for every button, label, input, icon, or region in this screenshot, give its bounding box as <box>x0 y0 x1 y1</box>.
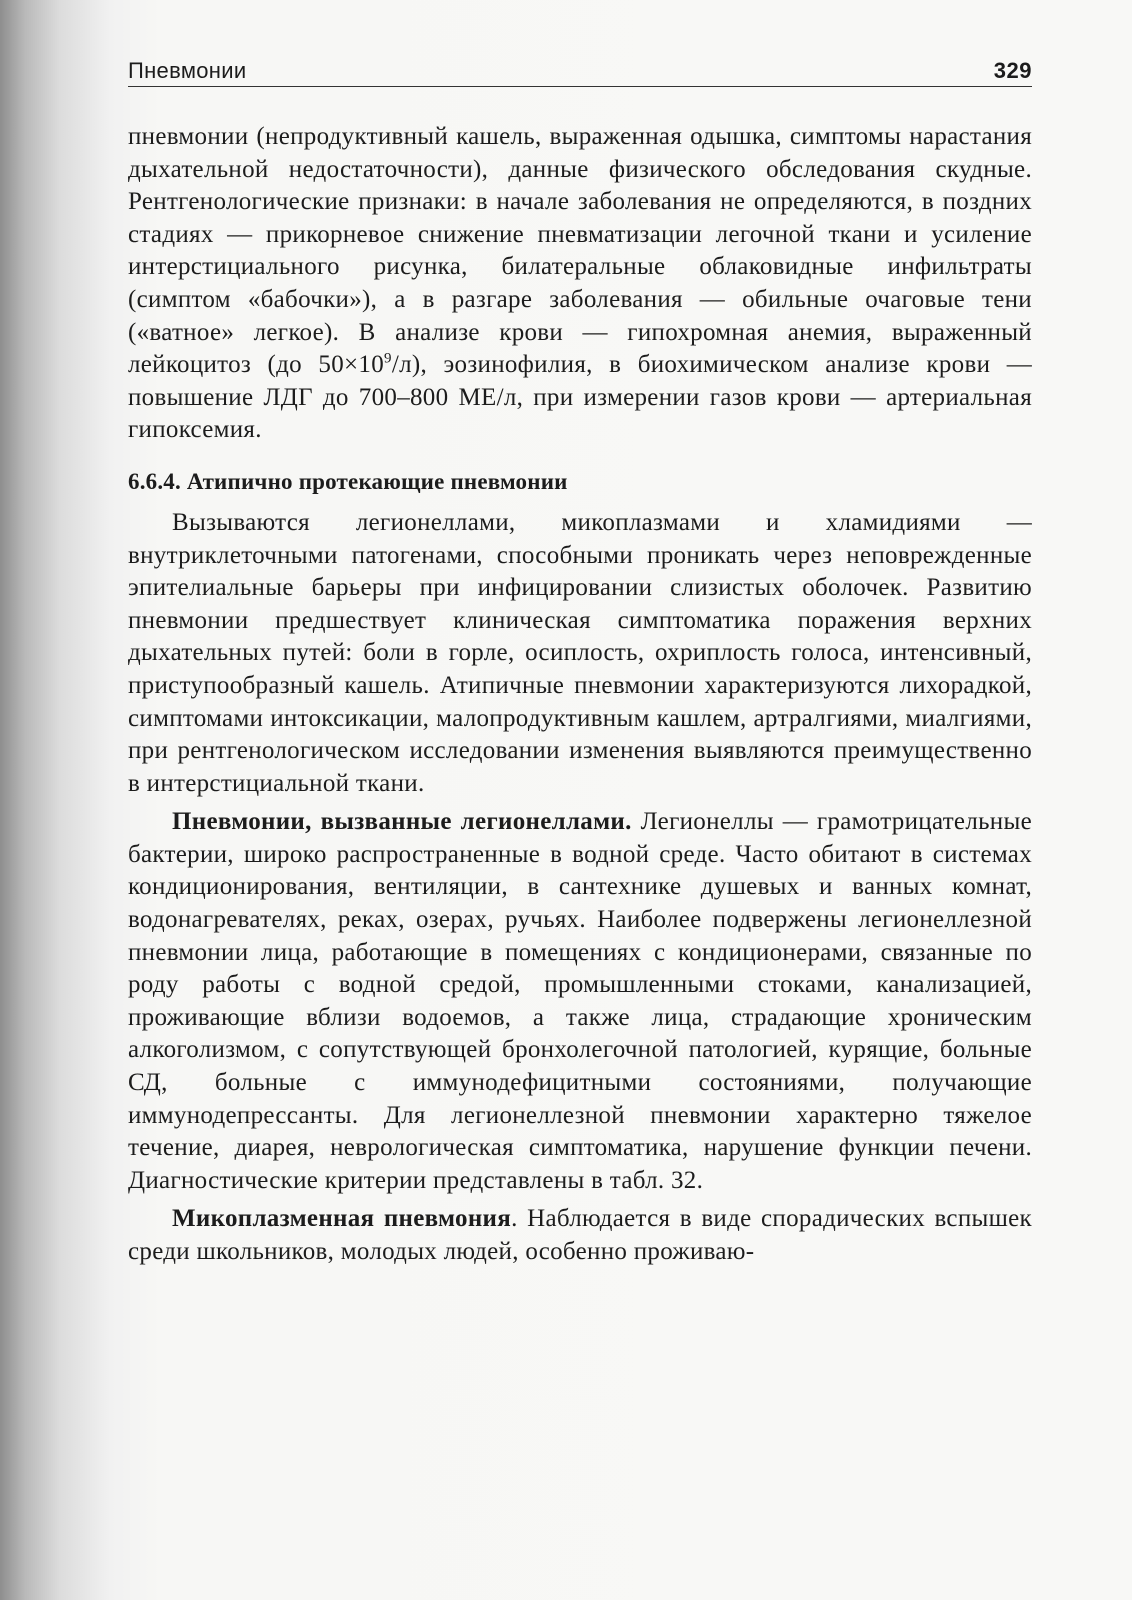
book-page <box>128 58 1032 1269</box>
paragraph-legionella <box>128 806 1032 1197</box>
paragraph-text: Легионеллы — грамотрицательные бактерии, широко распространенные в водной среде. Часто обитают в системах кондиционирования, вентиляции, в сантехнике душевых и ванных комнат, водонагревателях, реках, озерах, ручьях. Наиболее подвержены легионеллезной пневмонии лица, работающие в помещениях с кондиционерами, связанные по роду работы с водной средой, промышленными стоками, канализацией, проживающие вблизи водоемов, а также лица, страдающие хроническим алкоголизмом, с сопутствующей бронхолегочной патологией, курящие, больные СД, больные с иммунодефицитными состояниями, получающие иммунодепрессанты. Для легионеллезной пневмонии характерно тяжелое течение, диарея, неврологическая симптоматика, нарушение функции печени. Диагностические критерии представлены в табл. 32. <box>128 808 1032 1194</box>
section-heading: 6.6.4. Атипично протекающие пневмонии <box>128 468 568 494</box>
run-in-heading: Микоплазменная пневмония <box>172 1205 512 1233</box>
running-header <box>128 58 1032 87</box>
run-in-heading: Пневмонии, вызванные легионеллами. <box>172 808 632 836</box>
paragraph-text: /л), эозинофилия, в биохимическом анализе крови — повышение ЛДГ до 700–800 МЕ/л, при измерении газов крови — артериальная гипоксемия. <box>128 351 1033 444</box>
paragraph-continued <box>128 121 1032 447</box>
page-number: 329 <box>993 58 1032 83</box>
running-title: Пневмонии <box>128 58 247 83</box>
paragraph-atypical-intro: Вызываются легионеллами, микоплазмами и хламидиями — внутриклеточными патогенами, способными проникать через неповрежденные эпителиальные барьеры при инфицировании слизистых оболочек. Развитию пневмонии предшествует клиническая симптоматика поражения верхних дыхательных путей: боли в горле, осиплость, охриплость голоса, интенсивный, приступообразный кашель. Атипичные пневмонии характеризуются лихорадкой, симптомами интоксикации, малопродуктивным кашлем, артралгиями, миалгиями, при рентгенологическом исследовании изменения выявляются преимущественно в интерстициальной ткани. <box>128 508 1032 797</box>
paragraph-text: пневмонии (непродуктивный кашель, выраженная одышка, симптомы нарастания дыхательной недостаточности), данные физического обследования скудные. Рентгенологические признаки: в начале заболевания не определяются, в поздних стадиях — прикорневое снижение пневматизации легочной ткани и усиление интерстициального рисунка, билатеральные облаковидные инфильтраты (симптом «бабочки»), а в разгаре заболевания — обильные очаговые тени («ватное» легкое). В анализе крови — гипохромная анемия, выраженный лейкоцитоз (до 50×10 <box>128 123 1032 379</box>
page-content <box>128 121 1032 1269</box>
paragraph-text: . Наблюдается в виде спорадических вспышек среди школьников, молодых людей, особенно проживаю- <box>128 1205 1033 1265</box>
paragraph-mycoplasma <box>128 1203 1032 1268</box>
superscript-exponent: 9 <box>384 350 392 367</box>
